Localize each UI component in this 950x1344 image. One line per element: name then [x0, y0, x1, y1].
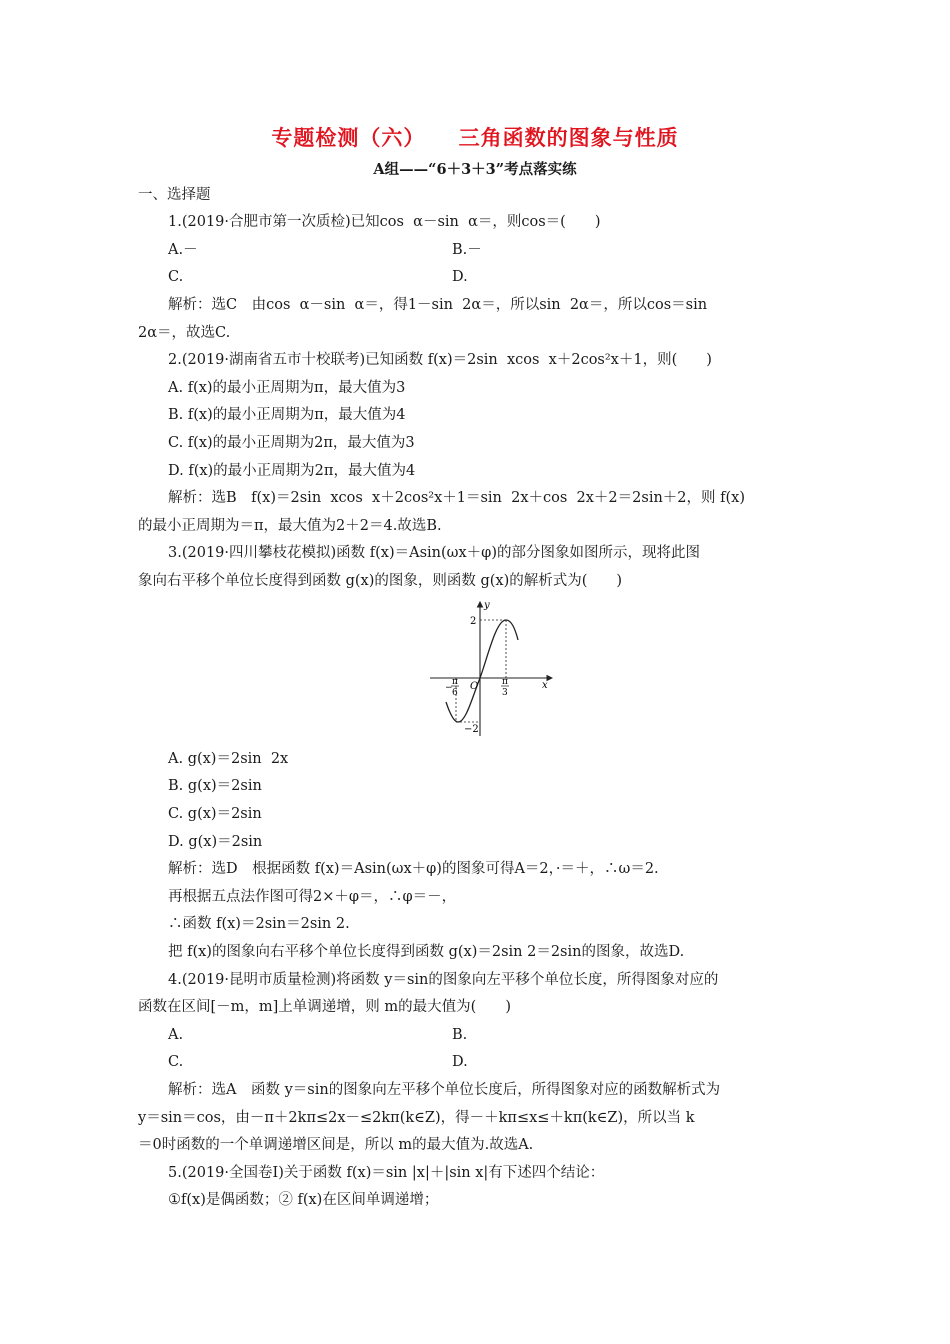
document-subtitle: A组——“6＋3＋3”考点落实练	[373, 161, 577, 178]
question-3-solution-line-2: 再根据五点法作图可得2×＋φ＝，∴φ＝－，	[168, 889, 457, 905]
y-min-label: −2	[464, 724, 479, 735]
question-3-option-b: B. g(x)＝2sin	[168, 778, 262, 794]
question-4-option-a: A.	[168, 1027, 184, 1043]
question-3-solution-line-1: 解析：选D 根据函数 f(x)＝Asin(ωx＋φ)的图象可得A＝2，·＝＋，∴ω＝2.	[168, 861, 659, 877]
question-4-option-b: B.	[452, 1027, 468, 1043]
question-3-stem-line-1: 3.(2019·四川攀枝花模拟)函数 f(x)＝Asin(ωx＋φ)的部分图象如图所示，现将此图	[168, 545, 700, 561]
y-axis-label: y	[484, 600, 490, 611]
question-2-option-a: A. f(x)的最小正周期为π，最大值为3	[168, 380, 406, 396]
question-3-stem-line-2: 象向右平移个单位长度得到函数 g(x)的图象，则函数 g(x)的解析式为( )	[138, 573, 623, 589]
question-2-option-d: D. f(x)的最小正周期为2π，最大值为4	[168, 463, 416, 479]
question-3-option-c: C. g(x)＝2sin	[168, 806, 262, 822]
question-3-solution-line-4: 把 f(x)的图象向右平移个单位长度得到函数 g(x)＝2sin 2＝2sin的图象，故选D.	[168, 944, 685, 960]
x-right-numerator: π	[502, 677, 508, 687]
question-1-option-a: A.－	[168, 242, 198, 258]
question-3-solution-line-3: ∴函数 f(x)＝2sin＝2sin 2.	[168, 916, 350, 932]
origin-label: O	[470, 681, 479, 692]
question-4-solution-line-1: 解析：选A 函数 y＝sin的图象向左平移个单位长度后，所得图象对应的函数解析式为	[168, 1082, 721, 1098]
question-4-option-c: C.	[168, 1054, 184, 1070]
question-1-option-b: B.－	[452, 242, 482, 258]
x-left-numerator: π	[452, 677, 458, 687]
question-1-solution-line-1: 解析：选C 由cos α－sin α＝，得1－sin 2α＝，所以sin 2α＝，所以cos＝sin	[168, 297, 708, 313]
section-heading: 一、选择题	[138, 187, 211, 203]
question-1-option-d: D.	[452, 269, 468, 285]
question-2-stem: 2.(2019·湖南省五市十校联考)已知函数 f(x)＝2sin xcos x＋2cos²x＋1，则( )	[168, 352, 712, 368]
document-title: 专题检测（六） 三角函数的图象与性质	[271, 126, 679, 150]
question-4-solution-line-3: ＝0时函数的一个单调递增区间是，所以 m的最大值为.故选A.	[138, 1137, 534, 1153]
sine-curve	[446, 620, 518, 722]
question-2-option-c: C. f(x)的最小正周期为2π，最大值为3	[168, 435, 415, 451]
question-3-option-d: D. g(x)＝2sin	[168, 834, 263, 850]
question-4-option-d: D.	[452, 1054, 468, 1070]
sine-graph-figure	[428, 598, 558, 740]
question-2-option-b: B. f(x)的最小正周期为π，最大值为4	[168, 407, 406, 423]
question-1-stem: 1.(2019·合肥市第一次质检)已知cos α－sin α＝，则cos＝( )	[168, 214, 601, 230]
question-4-stem-line-2: 函数在区间[－m，m]上单调递增，则 m的最大值为( )	[138, 999, 511, 1015]
question-5-statements: ①f(x)是偶函数；② f(x)在区间单调递增；	[168, 1192, 439, 1208]
question-3-option-a: A. g(x)＝2sin 2x	[168, 751, 289, 767]
x-axis-label: x	[542, 680, 548, 691]
question-2-solution-line-2: 的最小正周期为＝π，最大值为2＋2＝4.故选B.	[138, 518, 442, 534]
question-5-stem: 5.(2019·全国卷Ⅰ)关于函数 f(x)＝sin |x|＋|sin x|有下述四个结论：	[168, 1165, 605, 1181]
question-2-solution-line-1: 解析：选B f(x)＝2sin xcos x＋2cos²x＋1＝sin 2x＋cos 2x＋2＝2sin＋2，则 f(x)	[168, 490, 745, 506]
question-1-solution-line-2: 2α＝，故选C.	[138, 325, 231, 341]
question-4-solution-line-2: y＝sin＝cos，由－π＋2kπ≤2x－≤2kπ(k∈Z)，得－＋kπ≤x≤＋kπ(k∈Z)，所以当 k	[138, 1110, 695, 1126]
x-left-denominator: 6	[452, 688, 458, 698]
y-max-label: 2	[470, 616, 477, 627]
x-right-denominator: 3	[502, 688, 508, 698]
x-left-sign: −	[445, 683, 453, 693]
question-4-stem-line-1: 4.(2019·昆明市质量检测)将函数 y＝sin的图象向左平移个单位长度，所得图象对应的	[168, 972, 719, 988]
question-1-option-c: C.	[168, 269, 184, 285]
